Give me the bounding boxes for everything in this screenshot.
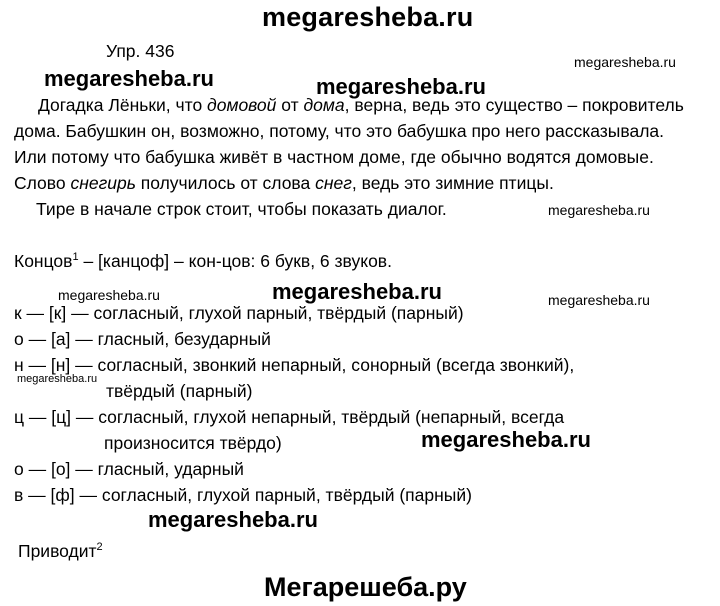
- watermark: megaresheba.ru: [148, 507, 318, 532]
- paragraph-line: Догадка Лёньки, что домовой от дома, верна, ведь это существо – покровитель: [38, 95, 684, 115]
- watermark: megaresheba.ru: [272, 279, 442, 304]
- watermark: megaresheba.ru: [17, 373, 98, 385]
- paragraph-line: дома. Бабушкин он, возможно, потому, что это бабушка про него рассказывала.: [14, 121, 665, 141]
- phonetic-analysis-header: Концов$^1$ – [канцоф] – кон-цов: 6 букв, 6 звуков.: [14, 251, 392, 271]
- watermark-bottom-brand: Мегарешеба.ру: [264, 572, 467, 602]
- exercise-title: Упр. 436: [106, 41, 175, 61]
- letter-row: н — [н] — согласный, звонкий непарный, сонорный (всегда звонкий),: [14, 355, 575, 375]
- watermark: megaresheba.ru: [44, 66, 214, 91]
- letter-row-continuation: произносится твёрдо): [104, 433, 282, 453]
- next-word: Приводит$^2$: [18, 541, 103, 561]
- watermark: megaresheba.ru: [316, 74, 486, 99]
- watermark-top: megaresheba.ru: [262, 2, 474, 32]
- letter-row: о — [о] — гласный, ударный: [14, 459, 244, 479]
- letter-row: к — [к] — согласный, глухой парный, твёрдый (парный): [14, 303, 464, 323]
- watermark: megaresheba.ru: [421, 427, 591, 452]
- letter-row: о — [а] — гласный, безударный: [14, 329, 271, 349]
- watermark: megaresheba.ru: [58, 287, 160, 303]
- watermark: megaresheba.ru: [548, 292, 650, 308]
- paragraph-line: Тире в начале строк стоит, чтобы показать диалог.: [36, 199, 447, 219]
- watermark: megaresheba.ru: [574, 54, 676, 70]
- watermark: megaresheba.ru: [548, 202, 650, 218]
- letter-row: ц — [ц] — согласный, глухой непарный, твёрдый (непарный, всегда: [14, 407, 565, 427]
- letter-row: в — [ф] — согласный, глухой парный, твёрдый (парный): [14, 485, 472, 505]
- letter-row-continuation: твёрдый (парный): [106, 381, 253, 401]
- paragraph-line: Или потому что бабушка живёт в частном доме, где обычно водятся домовые.: [14, 147, 654, 167]
- paragraph-line: Слово снегирь получилось от слова снег, ведь это зимние птицы.: [14, 173, 554, 193]
